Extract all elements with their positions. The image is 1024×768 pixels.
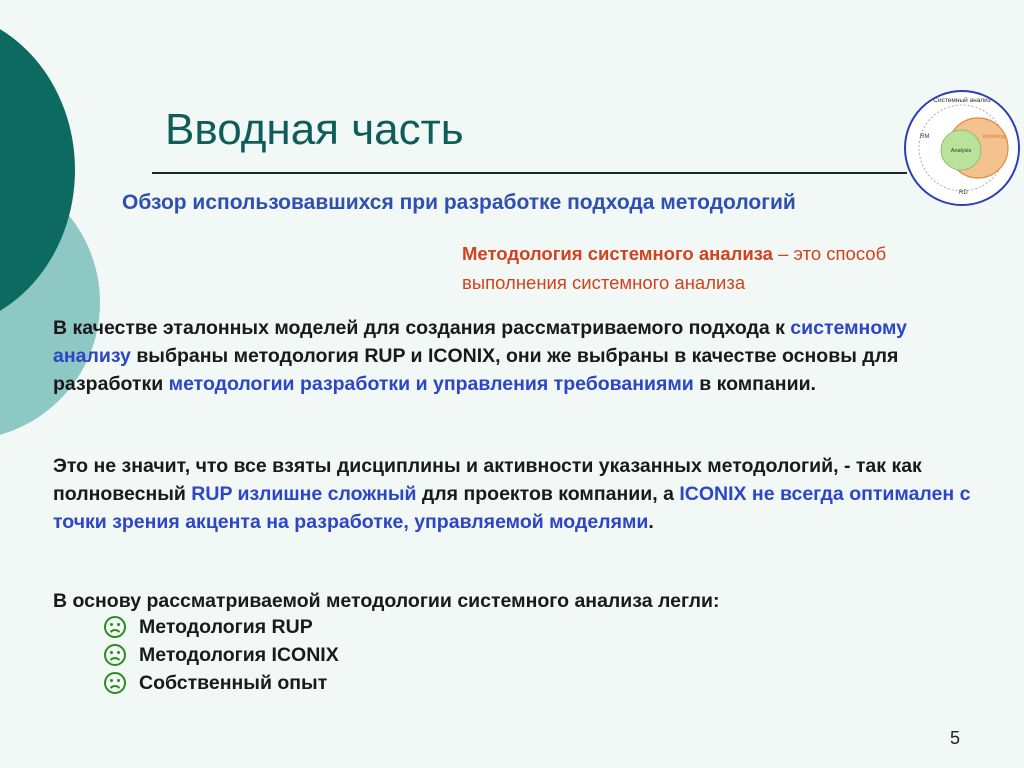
basis-list [103,613,339,697]
paragraph-segment: Это не значит, что все взяты дисциплины и активности указанных методологий, - так как полновесный [53,455,922,505]
paragraph-basis: В основу рассматриваемой методологии системного анализа легли: [53,590,720,612]
diagram-rd-label: RD [959,190,968,196]
definition-term: Методология системного анализа [462,243,773,264]
sad-face-icon [103,671,127,695]
system-analysis-venn-diagram [903,88,1021,208]
paragraph-highlight: методологии разработки и управления требованиями [168,373,694,395]
list-item [103,641,339,669]
paragraph-segment: выбраны методология RUP и ICONIX, они же выбраны в качестве основы для разработки [53,345,899,395]
list-item-label: Собственный опыт [139,671,328,694]
paragraph-segment: В качестве эталонных моделей для создания рассматриваемого подхода к [53,317,791,339]
diagram-rm-label: RM [920,134,930,140]
slide-title: Вводная часть [165,105,464,154]
list-item-label: Методология ICONIX [139,643,339,666]
paragraph-highlight: ICONIX не всегда оптимален с точки зрения акцента на разработке, управляемой моделями [53,483,971,533]
diagram-analysis-label: Analysis [950,148,972,154]
definition-rest: – это способ выполнения системного анализа [462,243,887,293]
sad-face-icon [103,643,127,667]
diagram-modeling-label: Modeling [983,134,1006,140]
page-number: 5 [950,728,961,748]
sad-face-icon [103,615,127,639]
title-underline [152,172,907,174]
paragraph-not-all-disciplines [53,452,983,536]
list-item [103,613,339,641]
paragraph-highlight: системному анализу [53,317,907,367]
methodology-definition [462,239,922,297]
paragraph-segment: в компании. [693,373,816,395]
diagram-outer-label: Системный анализ [933,97,991,104]
slide-subtitle: Обзор использовавшихся при разработке подхода методологий [122,191,796,214]
paragraph-reference-models [53,314,983,398]
paragraph-highlight: RUP излишне сложный [191,483,417,505]
list-item-label: Методология RUP [139,615,313,638]
paragraph-segment: . [648,511,654,533]
paragraph-segment: для проектов компании, а [416,483,680,505]
list-item [103,669,339,697]
